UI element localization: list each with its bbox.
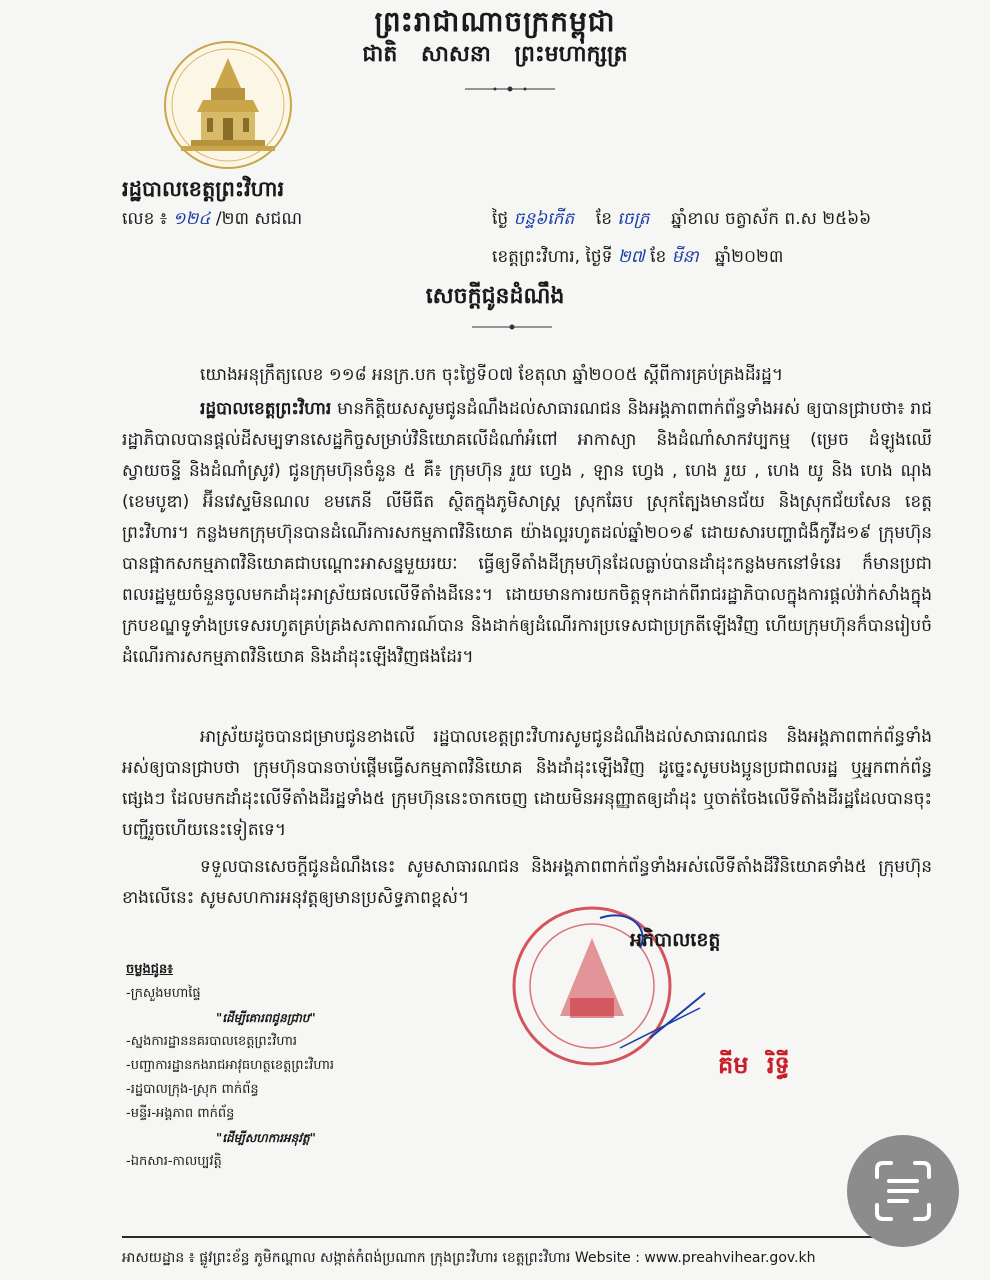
official-seal-stamp-icon <box>500 898 710 1068</box>
cc-item: -ក្រសួងមហាផ្ទៃ <box>126 986 201 1001</box>
temple-emblem-icon <box>163 40 293 170</box>
lunar-date <box>492 208 871 233</box>
paragraph-announcement-text: មានកិត្តិយសសូមជូនដំណឹងដល់សាធារណជន និងអង្គភាពពាក់ព័ន្ធទាំងអស់ ឲ្យបានជ្រាបថា៖ រាជរដ្ឋាភិបាលបានផ្តល់ដីសម្បទានសេដ្ឋកិច្ចសម្រាប់វិនិយោគលើដំណាំអំពៅ អាកាស្យា និងដំណាំសាកវប្បកម្ម (ម្រេច ដំឡូងឈើ ស្វាយចន្ទី និងដំណាំស្រូវ) ជូនក្រុមហ៊ុនចំនួន ៥ គឺ៖ ក្រុមហ៊ុន រួយ ហ្វេង , ឡាន ហ្វេង , ហេង រួយ , ហេង យូ និង ហេង ណុង (ខេមបូឌា) អ៊ីនវេស្ទមិនណល ខមភេនី លីមីធីត ស្ថិតក្នុងភូមិសាស្ត្រ ស្រុកឆែប ស្រុកត្បែងមានជ័យ និងស្រុកជ័យសែន ខេត្តព្រះវិហារ។ កន្លងមកក្រុមហ៊ុនបានដំណើរការសកម្មភាពវិនិយោគ យ៉ាងល្អរហូតដល់ឆ្នាំ២០១៩ ដោយសារបញ្ហាជំងឺកូវីដ១៩ ក្រុមហ៊ុនបានផ្អាកសកម្មភាពវិនិយោគជាបណ្តោះអាសន្នមួយរយៈ ធ្វើឲ្យទីតាំងដីក្រុមហ៊ុនដែលធ្លាប់បានដាំដុះកន្លងមកនៅទំនេរ ក៏មានប្រជាពលរដ្ឋមួយចំនួនចូលមកដាំដុះអាស្រ័យផលលើទីតាំងដីនេះ។ ដោយមានការយកចិត្តទុកដាក់ពីរាជរដ្ឋាភិបាលក្នុងការផ្តល់វ៉ាក់សាំងក្នុងក្របខណ្ឌទូទាំងប្រទេសរហូតគ្រប់គ្រងសភាពការណ៍បាន និងដាក់ឲ្យដំណើរការប្រទេសជាប្រក្រតីឡើងវិញ ហើយក្រុមហ៊ុនក៏បានរៀបចំដំណើរការសកម្មភាពវិនិយោគ និងដាំដុះឡើងវិញផងដែរ។ <box>122 399 932 667</box>
reference-suffix: /២៣ សជណ <box>215 209 303 229</box>
paragraph-announcement <box>122 394 932 673</box>
solar-month: មីនា <box>671 247 699 267</box>
cc-item: -រដ្ឋបាលក្រុង-ស្រុក ពាក់ព័ន្ធ <box>126 1082 259 1097</box>
reference-number <box>122 208 302 233</box>
national-motto: ជាតិ សាសនា ព្រះមហាក្សត្រ <box>362 42 628 67</box>
cc-heading: ចម្លងជូន៖ <box>126 962 173 977</box>
lunar-year: ឆ្នាំខាល ចត្វាស័ក ព.ស ២៥៦៦ <box>671 209 872 229</box>
text-scan-button[interactable] <box>847 1135 959 1247</box>
reference-label: លេខ ៖ <box>122 209 168 229</box>
lunar-month-label: ខែ <box>595 209 613 229</box>
text-scan-icon <box>847 1135 959 1247</box>
cc-item: -មន្ទីរ-អង្គភាព ពាក់ព័ន្ធ <box>126 1106 235 1121</box>
document-subject: សេចក្តីជូនដំណឹង <box>425 284 565 309</box>
paragraph-legal-basis: យោងអនុក្រឹត្យលេខ ១១៨ អនក្រ.បក ចុះថ្ងៃទី០៧ ខែតុលា ឆ្នាំ២០០៥ ស្តីពីការគ្រប់គ្រងដីរដ្ឋ។ <box>200 365 784 385</box>
cc-item: -ឯកសារ-កាលប្បវត្តិ <box>126 1154 222 1169</box>
solar-date-prefix: ខេត្តព្រះវិហារ, ថ្ងៃទី <box>492 247 613 267</box>
reference-handwritten-number: ១២៤ <box>172 209 211 229</box>
copy-distribution-list <box>126 958 334 1174</box>
paragraph-closing: ទទួលបានសេចក្តីជូនដំណឹងនេះ សូមសាធារណជន និងអង្គភាពពាក់ព័ន្ធទាំងអស់លើទីតាំងដីវិនិយោគទាំង៥ ក្រុមហ៊ុនខាងលើនេះ សូមសហការអនុវត្តឲ្យមានប្រសិទ្ធភាពខ្ពស់។ <box>122 857 932 908</box>
paragraph-instruction: អាស្រ័យដូចបានជម្រាបជូនខាងលើ រដ្ឋបាលខេត្តព្រះវិហារសូមជូនដំណឹងដល់សាធារណជន និងអង្គភាពពាក់ព័ន្ធទាំងអស់ឲ្យបានជ្រាបថា ក្រុមហ៊ុនបានចាប់ផ្តើមធ្វើសកម្មភាពវិនិយោគ និងដាំដុះឡើងវិញ ដូច្នេះសូមបងប្អូនប្រជាពលរដ្ឋ ឬអ្នកពាក់ព័ន្ធផ្សេងៗ ដែលមកដាំដុះលើទីតាំងដីរដ្ឋទាំង៥ ក្រុមហ៊ុននេះចាកចេញ ដោយមិនអនុញ្ញាតឲ្យដាំដុះ ឬចាត់ចែងលើទីតាំងដីរដ្ឋដែលបានចុះបញ្ជីរួចហើយនេះទៀតទេ។ <box>122 727 932 840</box>
footer-address: អាសយដ្ឋាន ៖ ផ្លូវព្រះខ័ន្ធ ភូមិកណ្តាល សង្កាត់កំពង់ប្រណាក ក្រុងព្រះវិហារ ខេត្តព្រះវិហារ Website : www.preahvihear.gov.kh <box>122 1250 816 1266</box>
cc-subheading: "ដើម្បីសហការអនុវត្ត" <box>216 1131 316 1145</box>
lunar-day: ចន្ទ៦កើត <box>513 209 575 229</box>
solar-date <box>492 246 783 271</box>
kingdom-heading: ព្រះរាជាណាចក្រកម្ពុជា <box>374 5 616 38</box>
solar-year: ឆ្នាំ២០២៣ <box>714 247 784 267</box>
cc-item: -ស្នងការដ្ឋាននគរបាលខេត្តព្រះវិហារ <box>126 1034 298 1049</box>
paragraph-issuer-bold: រដ្ឋបាលខេត្តព្រះវិហារ <box>200 399 332 419</box>
cc-subheading: "ដើម្បីគោរពជូនជ្រាប" <box>216 1011 316 1025</box>
issuing-authority: រដ្ឋបាលខេត្តព្រះវិហារ <box>122 177 285 201</box>
lunar-month: ចេត្រ <box>617 209 650 229</box>
cc-item: -បញ្ជាការដ្ឋានកងរាជអាវុធហត្ថខេត្តព្រះវិហារ <box>126 1058 334 1073</box>
solar-day: ២៧ <box>617 247 645 267</box>
solar-month-label: ខែ <box>650 247 667 267</box>
signatory-name: គីម រិទ្ធី <box>718 1051 790 1079</box>
ornament-divider-icon <box>472 322 552 332</box>
ornament-divider-icon <box>465 84 555 94</box>
signatory-title: អភិបាលខេត្ត <box>630 929 721 951</box>
lunar-day-label: ថ្ងៃ <box>492 209 509 229</box>
footer-divider <box>122 1236 882 1238</box>
